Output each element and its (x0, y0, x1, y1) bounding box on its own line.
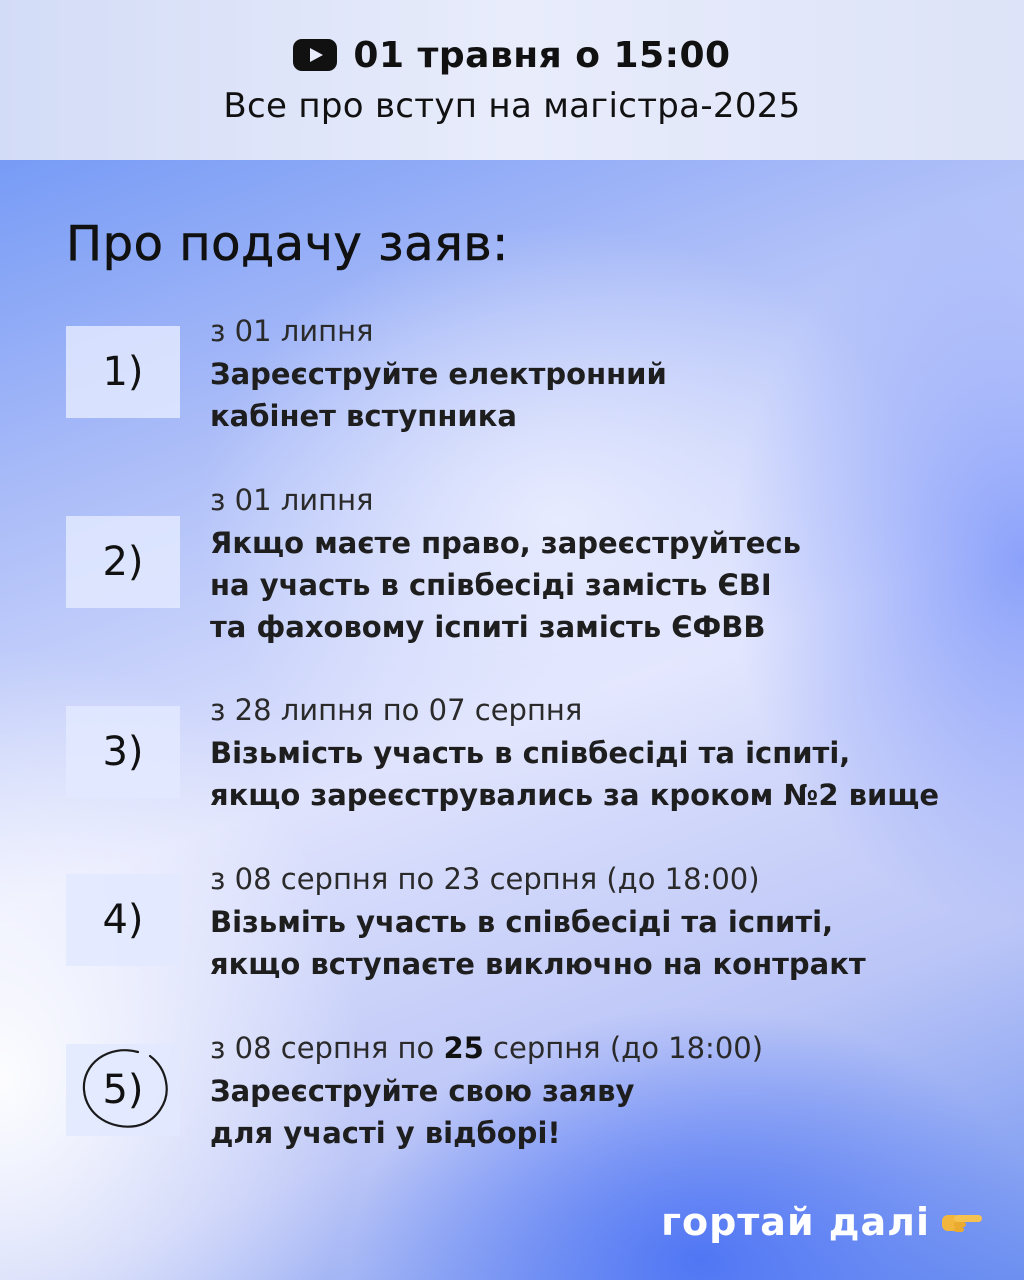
step-date-prefix: з 08 серпня по (210, 1031, 444, 1065)
step-text (210, 857, 866, 985)
step-line: на участь в співбесіді замість ЄВІ (210, 568, 772, 602)
event-date: 01 травня о 15:00 (353, 34, 731, 76)
hand-drawn-circle-icon (78, 1042, 174, 1134)
step-date: з 01 липня (210, 314, 374, 348)
step-date-suffix: серпня (до 18:00) (483, 1031, 764, 1065)
scroll-next-label: гортай далі (661, 1200, 930, 1244)
step-number-box: 2) (66, 516, 180, 608)
youtube-play-icon (293, 39, 337, 71)
step-line: Зареєструйте електронний (210, 357, 667, 391)
event-subtitle: Все про вступ на магістра-2025 (223, 86, 801, 126)
page-title: Про подачу заяв: (66, 216, 509, 272)
step-text (210, 309, 667, 437)
step-number-box: 1) (66, 326, 180, 418)
step-date-emphasis: 25 (443, 1031, 484, 1065)
step-line: Візьмість участь в співбесіді та іспиті, (210, 736, 851, 770)
step-line: та фаховому іспиті замість ЄФВВ (210, 610, 766, 644)
step-line: Якщо маєте право, зареєструйтесь (210, 526, 801, 560)
step-line: для участі у відборі! (210, 1116, 561, 1150)
pointing-hand-icon (940, 1209, 984, 1235)
step-number-box: 3) (66, 706, 180, 798)
step-line: якщо вступаєте виключно на контракт (210, 947, 866, 981)
header-banner (0, 0, 1024, 160)
step-text (210, 688, 939, 816)
step-line: кабінет вступника (210, 399, 517, 433)
scroll-next-cta[interactable] (661, 1200, 984, 1244)
step-date (210, 1026, 763, 1070)
step-number-box: 5) (66, 1044, 180, 1136)
step-line: Візьміть участь в співбесіді та іспиті, (210, 905, 834, 939)
step-number-box: 4) (66, 874, 180, 966)
step-date: з 28 липня по 07 серпня (210, 693, 583, 727)
step-line: якщо зареєструвались за кроком №2 вище (210, 778, 940, 812)
step-text (210, 478, 801, 648)
step-line: Зареєструйте свою заяву (210, 1074, 635, 1108)
event-row (0, 32, 1024, 78)
step-text (210, 1026, 763, 1154)
step-date: з 08 серпня по 23 серпня (до 18:00) (210, 862, 760, 896)
step-date: з 01 липня (210, 483, 374, 517)
